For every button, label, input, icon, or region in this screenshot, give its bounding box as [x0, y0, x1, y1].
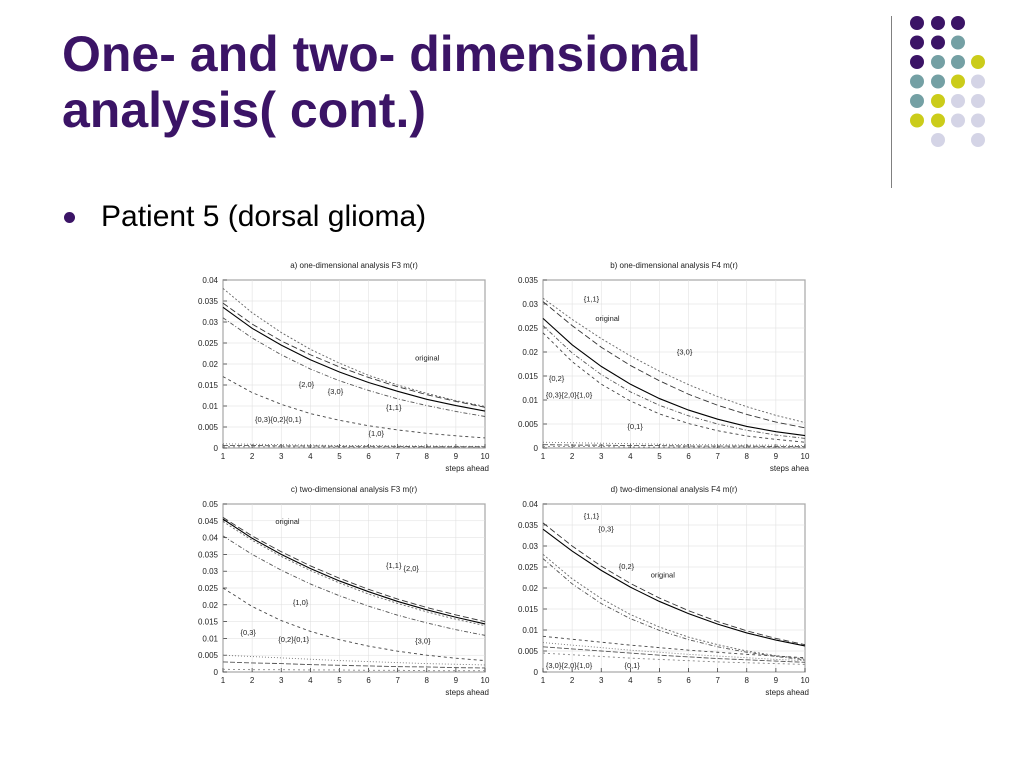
- y-tick-label: 0.04: [202, 533, 218, 543]
- chart-title: b) one-dimensional analysis F4 m(r): [610, 261, 738, 270]
- decor-dot: [931, 94, 945, 108]
- x-tick-label: 10: [480, 452, 490, 461]
- x-tick-label: 2: [249, 452, 255, 461]
- y-tick-label: 0: [533, 668, 538, 677]
- decor-dot: [951, 55, 965, 69]
- x-tick-label: 8: [424, 452, 430, 461]
- decor-dot: [971, 94, 985, 108]
- figure-svg: [185, 252, 845, 702]
- y-tick-label: 0.015: [517, 372, 538, 381]
- chart-panel-2: [518, 261, 810, 473]
- x-axis-label: steps ahead: [765, 688, 809, 697]
- y-tick-label: 0.005: [517, 420, 538, 429]
- x-axis-label: steps ahead: [445, 464, 489, 473]
- series-annotation: {0,3}: [598, 524, 614, 534]
- chart-plot-area: [543, 280, 805, 448]
- slide-title-line-2: analysis( cont.): [62, 82, 426, 138]
- decor-dot: [910, 75, 924, 89]
- y-tick-label: 0.02: [202, 600, 218, 610]
- series-annotation: {0,3}{2,0}{1,0}: [545, 390, 593, 400]
- decor-dot: [910, 114, 924, 128]
- decor-dot: [951, 114, 965, 128]
- decor-dot: [951, 94, 965, 108]
- series-annotation: {0,2}: [548, 373, 565, 383]
- series-annotation: {3,0}: [327, 387, 344, 397]
- y-tick-label: 0.01: [522, 626, 538, 635]
- series-annotation: {1,0}: [368, 429, 384, 439]
- y-tick-label: 0.035: [197, 550, 218, 560]
- bullet-item: [64, 200, 426, 234]
- x-axis-label: steps ahead: [445, 688, 489, 697]
- x-tick-label: 9: [773, 452, 779, 461]
- series-annotation: {3,0}: [415, 636, 431, 646]
- decor-dot: [931, 75, 945, 89]
- series-annotation: {1,1}: [583, 294, 600, 304]
- chart-panel-1: [198, 261, 490, 473]
- decor-dot: [971, 133, 985, 147]
- x-tick-label: 5: [657, 676, 662, 685]
- x-tick-label: 1: [220, 452, 226, 461]
- series-annotation: original: [650, 570, 675, 580]
- y-tick-label: 0.05: [202, 500, 218, 509]
- decor-dot: [931, 114, 945, 128]
- x-tick-label: 4: [308, 452, 313, 461]
- x-tick-label: 5: [337, 676, 342, 685]
- decor-dot: [971, 55, 985, 69]
- y-tick-label: 0.03: [522, 542, 538, 551]
- y-tick-label: 0.01: [202, 402, 218, 411]
- y-tick-label: 0: [213, 444, 218, 453]
- series-annotation: {2,0}: [403, 564, 419, 574]
- decor-dot: [951, 36, 965, 50]
- x-tick-label: 7: [715, 676, 720, 685]
- y-tick-label: 0.035: [517, 521, 538, 530]
- bullet-dot-icon: [64, 212, 75, 223]
- figure-four-panel-charts: [185, 252, 845, 702]
- x-tick-label: 2: [569, 676, 575, 685]
- x-tick-label: 1: [540, 676, 546, 685]
- x-tick-label: 6: [366, 676, 371, 685]
- y-tick-label: 0.025: [517, 563, 538, 572]
- x-tick-label: 10: [480, 676, 490, 685]
- y-tick-label: 0: [213, 668, 218, 677]
- y-tick-label: 0.005: [197, 651, 218, 661]
- decor-dot: [931, 133, 945, 147]
- y-tick-label: 0.04: [522, 500, 538, 509]
- slide-title: [62, 26, 862, 138]
- divider-line: [891, 16, 892, 188]
- series-annotation: {0,3}{0,2}{0,1}: [255, 414, 302, 424]
- chart-panel-4: [518, 485, 810, 697]
- y-tick-label: 0.015: [197, 381, 218, 390]
- series-annotation: {3,0}{2,0}{1,0}: [545, 660, 593, 670]
- x-tick-label: 5: [337, 452, 342, 461]
- y-tick-label: 0.035: [197, 297, 218, 306]
- decor-dot: [971, 75, 985, 89]
- x-tick-label: 6: [686, 676, 691, 685]
- series-annotation: original: [275, 517, 300, 527]
- y-tick-label: 0.02: [522, 348, 538, 357]
- y-tick-label: 0.01: [202, 634, 218, 644]
- series-annotation: {1,1}: [386, 403, 402, 413]
- x-tick-label: 8: [744, 676, 750, 685]
- decor-dot: [910, 94, 924, 108]
- decor-dot: [910, 36, 924, 50]
- x-tick-label: 7: [395, 676, 400, 685]
- y-tick-label: 0.03: [202, 567, 218, 577]
- series-annotation: {2,0}: [298, 380, 315, 390]
- series-annotation: {0,2}: [618, 562, 635, 572]
- decor-dot: [951, 75, 965, 89]
- decor-dot: [910, 16, 924, 30]
- x-tick-label: 3: [278, 452, 284, 461]
- y-tick-label: 0.025: [517, 324, 538, 333]
- chart-title: a) one-dimensional analysis F3 m(r): [290, 261, 418, 270]
- y-tick-label: 0.045: [197, 516, 218, 526]
- x-tick-label: 9: [453, 452, 459, 461]
- x-tick-label: 7: [715, 452, 720, 461]
- series-annotation: {1,0}: [292, 597, 309, 607]
- y-tick-label: 0.02: [522, 584, 538, 593]
- decor-dot: [931, 36, 945, 50]
- x-tick-label: 10: [800, 676, 810, 685]
- x-tick-label: 4: [628, 676, 633, 685]
- series-annotation: original: [415, 353, 440, 363]
- x-tick-label: 9: [773, 676, 779, 685]
- y-tick-label: 0.015: [197, 617, 218, 627]
- y-tick-label: 0: [533, 444, 538, 453]
- decor-dot: [951, 16, 965, 30]
- series-annotation: {3,0}: [676, 347, 693, 357]
- y-tick-label: 0.02: [202, 360, 218, 369]
- series-annotation: original: [595, 313, 620, 323]
- y-tick-label: 0.025: [197, 584, 218, 593]
- chart-panel-3: [198, 485, 490, 697]
- decor-dot: [931, 55, 945, 69]
- decor-dot: [931, 16, 945, 30]
- series-annotation: {0,2}{0,1}: [278, 634, 310, 644]
- series-annotation: {0,3}: [240, 628, 256, 638]
- series-annotation: {0,1}: [624, 660, 640, 670]
- series-annotation: {1,1}: [386, 560, 402, 570]
- series-annotation: {0,1}: [627, 421, 643, 431]
- x-tick-label: 10: [800, 452, 810, 461]
- x-tick-label: 5: [657, 452, 662, 461]
- x-tick-label: 1: [540, 452, 546, 461]
- x-tick-label: 8: [744, 452, 750, 461]
- series-annotation: {1,1}: [583, 511, 600, 521]
- x-tick-label: 3: [278, 676, 284, 685]
- x-tick-label: 6: [366, 452, 371, 461]
- slide-title-line-1: One- and two- dimensional: [62, 26, 701, 82]
- x-tick-label: 2: [569, 452, 575, 461]
- x-tick-label: 9: [453, 676, 459, 685]
- y-tick-label: 0.005: [517, 647, 538, 656]
- y-tick-label: 0.03: [522, 300, 538, 309]
- x-axis-label: steps ahea: [769, 464, 809, 473]
- bullet-text: Patient 5 (dorsal glioma): [101, 200, 427, 233]
- x-tick-label: 3: [598, 452, 604, 461]
- x-tick-label: 7: [395, 452, 400, 461]
- x-tick-label: 6: [686, 452, 691, 461]
- x-tick-label: 4: [628, 452, 633, 461]
- y-tick-label: 0.01: [522, 396, 538, 405]
- y-tick-label: 0.04: [202, 276, 218, 285]
- chart-title: d) two-dimensional analysis F4 m(r): [610, 485, 738, 494]
- y-tick-label: 0.035: [517, 276, 538, 285]
- x-tick-label: 4: [308, 676, 313, 685]
- chart-title: c) two-dimensional analysis F3 m(r): [290, 485, 418, 494]
- x-tick-label: 1: [220, 676, 226, 685]
- y-tick-label: 0.025: [197, 339, 218, 348]
- decor-dot: [910, 55, 924, 69]
- x-tick-label: 2: [249, 676, 255, 685]
- y-tick-label: 0.03: [202, 318, 218, 327]
- decor-dot: [971, 114, 985, 128]
- x-tick-label: 8: [424, 676, 430, 685]
- x-tick-label: 3: [598, 676, 604, 685]
- y-tick-label: 0.005: [197, 423, 218, 432]
- y-tick-label: 0.015: [517, 605, 538, 614]
